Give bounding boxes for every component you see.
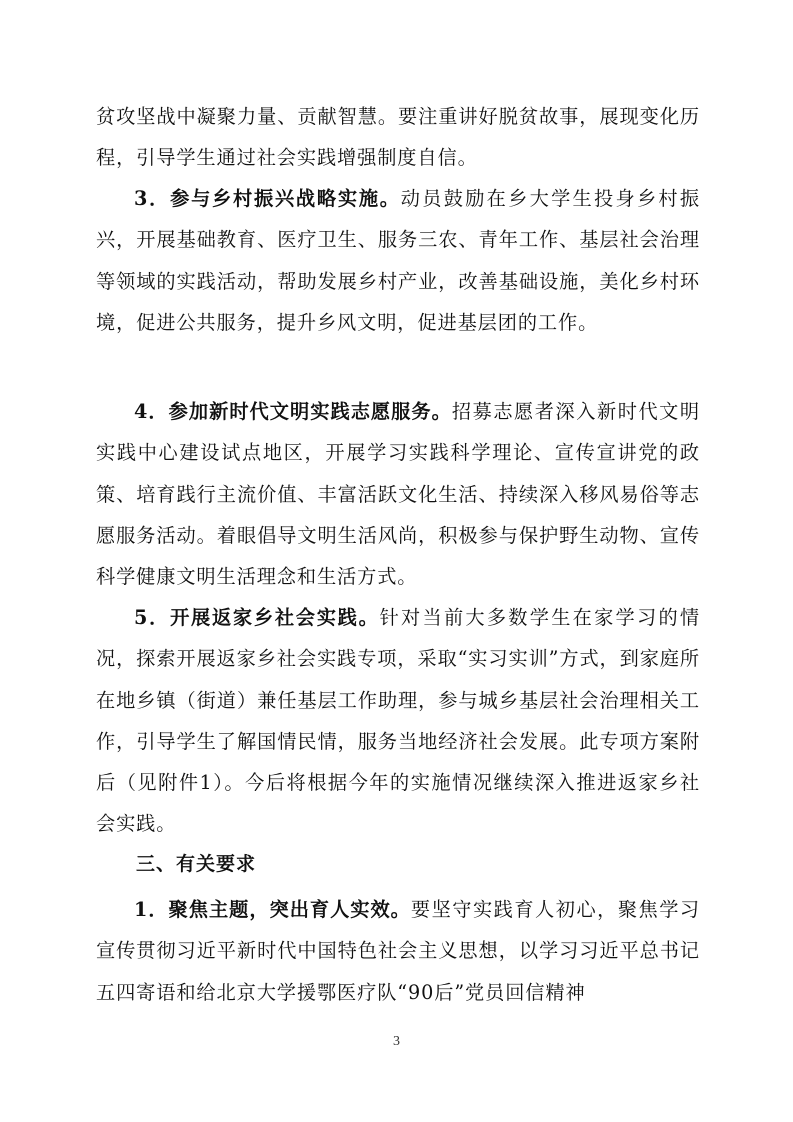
paragraph-text: 贫攻坚战中凝聚力量、贡献智慧。要注重讲好脱贫故事，展现变化历程，引导学生通过社会实践增强制度自信。 <box>96 105 700 170</box>
paragraph-text: 招募志愿者深入新时代文明实践中心建设试点地区，开展学习实践科学理论、宣传宣讲党的政策、培育践行主流价值、丰富活跃文化生活、持续深入移风易俗等志愿服务活动。着眼倡导文明生活风尚，积极参与保护野生动物、宣传科学健康文明生活理念和生活方式。 <box>96 400 700 589</box>
paragraph-lead: 5．开展返家乡社会实践。 <box>134 606 380 629</box>
paragraph-return-hometown <box>96 597 700 845</box>
paragraph-text: 要坚守实践育人初心，聚焦学习宣传贯彻习近平新时代中国特色社会主义思想，以学习习近平总书记五四寄语和给北京大学援鄂医疗队“90后”党员回信精神 <box>96 898 700 1004</box>
paragraph-civilization-volunteer <box>96 391 700 597</box>
paragraph-text: 动员鼓励在乡大学生投身乡村振兴，开展基础教育、医疗卫生、服务三农、青年工作、基层社会治理等领域的实践活动，帮助发展乡村产业，改善基础设施，美化乡村环境，促进公共服务，提升乡风文明，促进基层团的工作。 <box>96 187 700 334</box>
section-heading: 三、有关要求 <box>136 853 257 875</box>
paragraph-poverty-alleviation <box>96 96 700 179</box>
paragraph-lead: 1．聚焦主题，突出育人实效。 <box>134 898 411 921</box>
paragraph-text: 针对当前大多数学生在家学习的情况，探索开展返家乡社会实践专项，采取“实习实训”方式，到家庭所在地乡镇（街道）兼任基层工作助理，参与城乡基层社会治理相关工作，引导学生了解国情民情，服务当地经济社会发展。此专项方案附后（见附件1）。今后将根据今年的实施情况继续深入推进返家乡社会实践。 <box>96 606 701 836</box>
page-number: 3 <box>393 1034 400 1049</box>
paragraph-lead: 3．参与乡村振兴战略实施。 <box>134 187 401 210</box>
paragraph-rural-revitalization <box>96 178 700 343</box>
paragraph-focus-theme <box>96 889 700 1013</box>
paragraph-lead: 4．参加新时代文明实践志愿服务。 <box>134 400 452 423</box>
